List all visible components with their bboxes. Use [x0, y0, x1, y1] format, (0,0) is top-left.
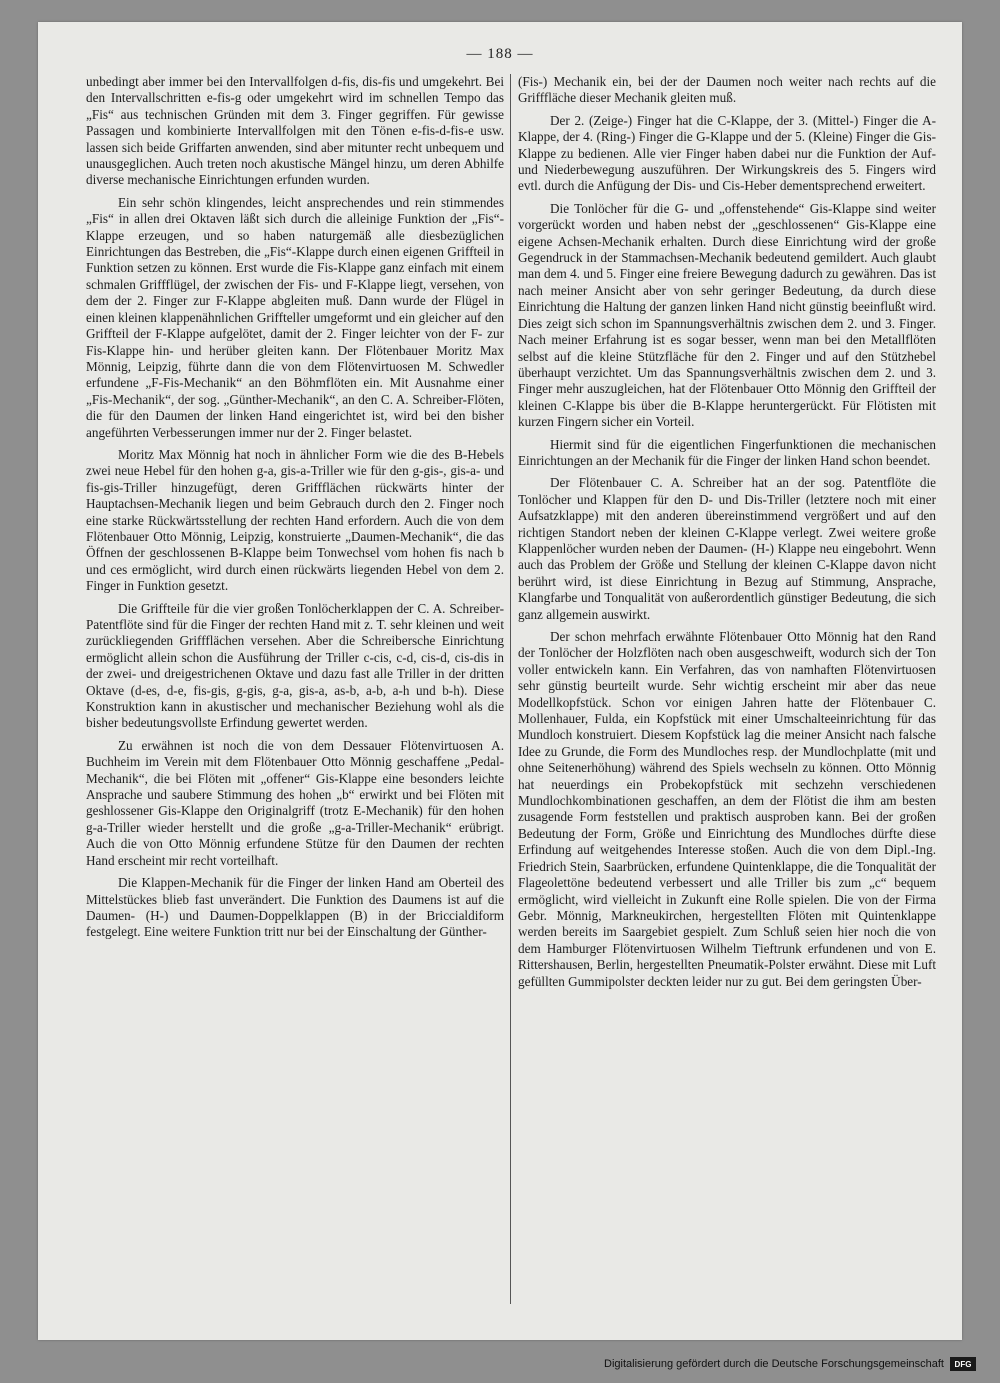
dfg-logo: DFG: [950, 1357, 976, 1371]
credit-text: Digitalisierung gefördert durch die Deutsche Forschungsgemeinschaft: [604, 1358, 944, 1370]
digitization-credit: [604, 1357, 976, 1371]
paragraph: Die Tonlöcher für die G- und „offenstehende“ Gis-Klappe sind weiter vorgerückt worden und haben nebst der „geschlossenen“ Gis-Klappe eine eigene Achsen-Mechanik erhalten. Durch diese Einrichtung wird der große Gegendruck in der Stammachsen-Mechanik bedeutend gemildert. Auch glaubt man dem 4. und 5. Finger eine freiere Bewegung dadurch zu gewähren. Das ist nach meiner Ansicht aber von sehr geringer Bedeutung, da durch diese Einrichtung die Haltung der ganzen linken Hand nicht günstig beeinflußt wird. Dies zeigt sich schon im Spannungsverhältnis zwischen dem 2. und 3. Finger. Nach meiner Erfahrung ist es sogar besser, wenn man bei den Metallflöten selbst auf die kleine Stützfläche für den 2. Finger und auf den Stützhebel überhaupt verzichtet. Um das Spannungsverhältnis zwischen dem 2. und 3. Finger mehr auszugleichen, hat der Flötenbauer Otto Mönnig den Griffteil der kleinen C-Klappe bis über die B-Klappe heruntergerückt. Für Flötisten mit kurzen Fingern sicher ein Vorteil.: [518, 200, 936, 430]
column-divider: [510, 74, 511, 1304]
paragraph: Der Flötenbauer C. A. Schreiber hat an der sog. Patentflöte die Tonlöcher und Klappen für den D- und Dis-Triller (letztere noch mit einer Aufsatzklappe) mit den anderen übereinstimmend vergrößert und auf den richtigen Standort neben der kleinen C-Klappe verlegt. Zwei weitere große Klappenlöcher wurden neben der Daumen- (H-) Klappe neu eingebohrt. Wenn auch das Problem der Größe und Stellung der kleinen C-Klappe davon nicht berührt wird, ist diese Einrichtung in Bezug auf Stimmung, Ansprache, Klangfarbe und Tonqualität von außerordentlich günstiger Bedeutung, die sich ganz allgemein auswirkt.: [518, 475, 936, 622]
left-column: [86, 74, 504, 1347]
paragraph: Die Griffteile für die vier großen Tonlöcherklappen der C. A. Schreiber-Patentflöte sind für die Finger der rechten Hand mit z. T. sehr kleinen und weit zurückliegenden Griffflächen versehen. Aber die Schreibersche Einrichtung ermöglicht allein schon die Ausführung der Triller c-cis, c-d, cis-d, cis-dis in der zwei- und dreigestrichenen Oktave und dazu fast alle Triller in der dritten Oktave (d-es, d-e, fis-gis, g-gis, g-a, gis-a, as-b, a-b, a-h und b-h). Diese Konstruktion kann in akustischer und mechanischer Beziehung wohl als die bisher bedeutungsvollste Erfindung gewertet werden.: [86, 600, 504, 731]
page-number: — 188 —: [466, 46, 534, 62]
paragraph: Die Klappen-Mechanik für die Finger der linken Hand am Oberteil des Mittelstückes blieb fast unverändert. Die Funktion des Daumens ist auf die Daumen- (H-) und Daumen-Doppelklappen (B) in der Briccialdiform festgelegt. Eine weitere Funktion tritt nur bei der Einschaltung der Günther-: [86, 875, 504, 940]
paragraph: Der 2. (Zeige-) Finger hat die C-Klappe, der 3. (Mittel-) Finger die A-Klappe, der 4. (Ring-) Finger die G-Klappe und der 5. (Kleine) Finger die Gis-Klappe zu bedienen. Alle vier Finger haben dabei nur die Funktion der Auf- und Niederbewegung auszuführen. Der Wirkungskreis des 5. Fingers wird evtl. durch die Anfügung der Dis- und Cis-Heber dementsprechend erweitert.: [518, 112, 936, 194]
paragraph: unbedingt aber immer bei den Intervallfolgen d-fis, dis-fis und umgekehrt. Bei den Intervallschritten e-fis-g oder umgekehrt wird im schnellen Tempo das „Fis“ aus technischen Gründen mit dem 3. Finger gegriffen. Für gewisse Passagen und kombinierte Intervallfolgen mit den Tönen e-fis-d-fis-e usw. lassen sich beide Griffarten anwenden, sind aber mitunter recht unbequem und unausgeglichen. Auch treten noch akustische Mängel hinzu, um deren Abhilfe diverse mechanische Einrichtungen erfunden wurden.: [86, 74, 504, 188]
right-column: [518, 74, 936, 1347]
paragraph: Der schon mehrfach erwähnte Flötenbauer Otto Mönnig hat den Rand der Tonlöcher der Holzflöten nach oben ausgeschweift, wodurch sich der Ton voller entwickeln kann. Ein Verfahren, das von namhaften Flötenvirtuosen sehr günstig beurteilt wurde. Sehr wichtig erscheint mir aber das neue Modellkopfstück. Schon vor einigen Jahren hatte der Flötenbauer C. Mollenhauer, Fulda, ein Kopfstück mit einer Umschalteeinrichtung für das Mundloch konstruiert. Diesem Kopfstück lag die meiner Ansicht nach falsche Idee zu Grunde, die Form des Mundloches resp. der Mundlochplatte (mit und ohne Seitenerhöhung) während des Spiels wechseln zu können. Otto Mönnig hat neuerdings ein Probekopfstück mit sechzehn verschiedenen Mundlochkombinationen geschaffen, an dem der Flötist die ihm am besten zusagende Form feststellen und praktisch ausproben kann. Bei der großen Bedeutung der Form, Größe und Einrichtung des Mundloches dürfte diese Erfindung auf weitgehendes Interesse stoßen. Auch die von dem Dipl.-Ing. Friedrich Stein, Saarbrücken, erfundene Quintenklappe, die die Tonqualität der Flageolettöne bedeutend verbessert und alle Triller bis zum „c“ bequem ermöglicht, wird vielleicht in Zukunft eine Rolle spielen. Die von der Firma Gebr. Mönnig, Markneukirchen, hergestellten Flöten mit Quintenklappe werden bereits im Saargebiet gespielt. Zum Schluß seien hier noch die von dem Hamburger Flötenvirtuosen Wilhelm Tieftrunk erfundenen und von E. Rittershausen, Berlin, hergestellten Pneumatik-Polster erwähnt. Diese mit Luft gefüllten Gummipolster deckten leider nur zu gut. Bei dem geringsten Über-: [518, 629, 936, 989]
paragraph: Hiermit sind für die eigentlichen Fingerfunktionen die mechanischen Einrichtungen an der Mechanik für die Finger der linken Hand schon beendet.: [518, 436, 936, 468]
paragraph: Ein sehr schön klingendes, leicht ansprechendes und rein stimmendes „Fis“ in allen drei Oktaven läßt sich durch die alleinige Funktion der „Fis“-Klappe erzeugen, und so haben naturgemäß alle diesbezüglichen Einrichtungen das Bestreben, die „Fis“-Klappe durch einen eigenen Griffteil in Funktion setzen zu können. Erst wurde die Fis-Klappe ganz einfach mit einem schmalen Griffflügel, der zwischen der Fis- und F-Klappe liegt, versehen, von dem der 2. Finger zur F-Klappe abgleiten muß. Dann wurde der Flügel in einen kleinen klappenähnlichen Griffteller umgeformt und ein gleicher auf den Griffteil der F-Klappe aufgelötet, damit der 2. Finger leichter von der F- zur Fis-Klappe hin- und herüber gleiten kann. Der Flötenbauer Moritz Max Mönnig, Leipzig, führte dann die von dem Flötenvirtuosen M. Schwedler erfundene „F-Fis-Mechanik“ an den Böhmflöten ein. Mit Ausnahme einer „Fis-Mechanik“, der sog. „Günther-Mechanik“, an den C. A. Schreiber-Flöten, die für den Daumen der linken Hand eingerichtet ist, wird bei den bisher angeführten Verbesserungen immer nur der 2. Finger belastet.: [86, 194, 504, 440]
paragraph: Moritz Max Mönnig hat noch in ähnlicher Form wie die des B-Hebels zwei neue Hebel für den hohen g-a, gis-a-Triller wie für den g-gis-, gis-a- und fis-gis-Triller hinzugefügt, deren Griffflächen rückwärts hinter der Hauptachsen-Mechanik liegen und beim Gebrauch durch den 2. Finger noch eine starke Rückwärtsstellung der rechten Hand erfordern. Auch die von dem Flötenbauer Otto Mönnig, Leipzig, konstruierte „Daumen-Mechanik“, die das Öffnen der geschlossenen B-Klappe beim Tonwechsel vom hohen fis nach b und ces ermöglicht, wird durch einen rückwärts liegenden Hebel von dem 2. Finger in Funktion gesetzt.: [86, 446, 504, 594]
paragraph: Zu erwähnen ist noch die von dem Dessauer Flötenvirtuosen A. Buchheim im Verein mit dem Flötenbauer Otto Mönnig geschaffene „Pedal-Mechanik“, die bei Flöten mit „offener“ Gis-Klappe eine besonders leichte Ansprache und saubere Stimmung des hohen „b“ erwirkt und bei Flöten mit geshlossener Gis-Klappe den Originalgriff (trotz E-Mechanik) für den hohen g-a-Triller wieder herstellt und die große „g-a-Triller-Mechanik“ erübrigt. Auch die von Otto Mönnig erfundene Stütze für den Daumen der rechten Hand erscheint mir recht vorteilhaft.: [86, 737, 504, 868]
paragraph: (Fis-) Mechanik ein, bei der der Daumen noch weiter nach rechts auf die Grifffläche dieser Mechanik gleiten muß.: [518, 74, 936, 106]
